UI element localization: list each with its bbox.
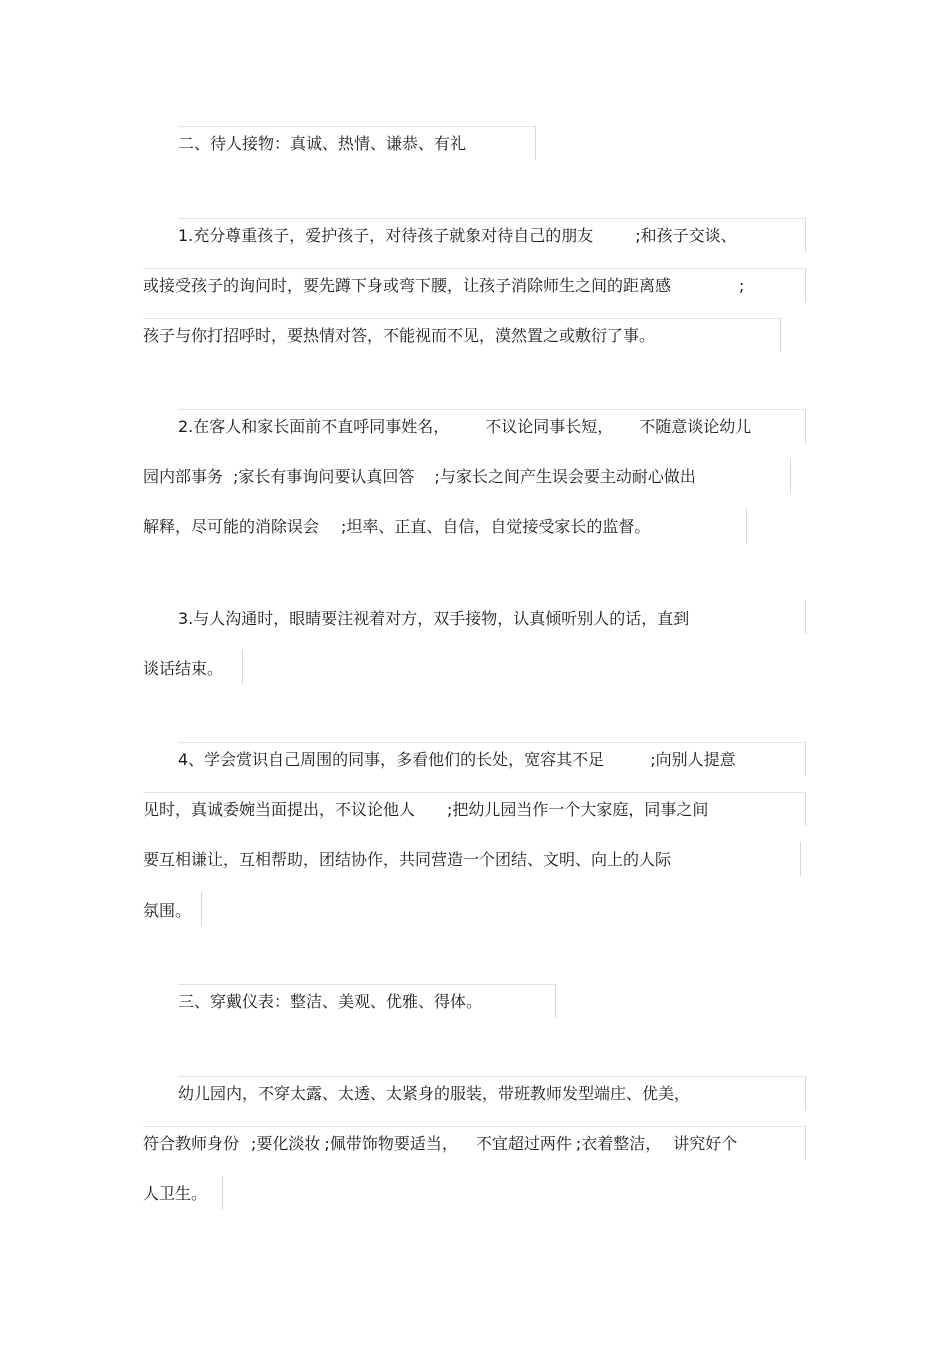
text-run: 4、学会赏识自己周围的同事，多看他们的长处，宽容其不足 — [178, 750, 605, 769]
text-run: ;佩带饰物要适当， — [324, 1134, 458, 1153]
text-run: 不议论同事长短， — [485, 417, 614, 436]
paragraph-line — [178, 417, 751, 439]
text-run: ;向别人提意 — [650, 750, 736, 769]
section-heading: 三、穿戴仪表：整洁、美观、优雅、得体。 — [178, 992, 483, 1011]
text-run: ;要化淡妆 — [251, 1134, 321, 1153]
paragraph-line: 孩子与你打招呼时，要热情对答，不能视而不见，漠然置之或敷衍了事。 — [143, 326, 656, 345]
text-run: ;与家长之间产生误会要主动耐心做出 — [434, 467, 696, 486]
text-run: 不随意谈论幼儿 — [639, 417, 752, 436]
paragraph-line — [143, 517, 650, 539]
paragraph-line: 氛围。 — [143, 901, 192, 920]
text-run: 园内部事务 — [143, 467, 224, 486]
paragraph-line — [178, 226, 737, 248]
text-run: 1.充分尊重孩子，爱护孩子，对待孩子就象对待自己的朋友 — [178, 226, 594, 245]
text-run: 或接受孩子的询问时，要先蹲下身或弯下腰，让孩子消除师生之间的距离感 — [143, 276, 672, 295]
section-heading: 二、待人接物：真诚、热情、谦恭、有礼 — [178, 134, 467, 153]
text-run: 解释，尽可能的消除误会 — [143, 517, 320, 536]
paragraph-line — [143, 800, 708, 822]
paragraph-line: 幼儿园内，不穿太露、太透、太紧身的服装，带班教师发型端庄、优美， — [178, 1084, 691, 1103]
paragraph-line: 人卫生。 — [143, 1184, 208, 1203]
text-run: ;把幼儿园当作一个大家庭，同事之间 — [447, 800, 709, 819]
text-run: ;坦率、正直、自信，自觉接受家长的监督。 — [341, 517, 651, 536]
paragraph-line — [143, 1134, 737, 1156]
paragraph-line — [143, 467, 696, 489]
paragraph-line — [143, 276, 744, 298]
text-run: 符合教师身份 — [143, 1134, 240, 1153]
paragraph-line: 谈话结束。 — [143, 659, 224, 678]
text-run: ; — [739, 276, 745, 295]
text-run: ;和孩子交谈、 — [635, 226, 737, 245]
text-run: ;家长有事询问要认真回答 — [233, 467, 415, 486]
paragraph-line — [178, 750, 736, 772]
text-run: 见时，真诚委婉当面提出，不议论他人 — [143, 800, 416, 819]
text-run: 2.在客人和家长面前不直呼同事姓名， — [178, 417, 450, 436]
text-run: 讲究好个 — [673, 1134, 738, 1153]
paragraph-line: 3.与人沟通时，眼睛要注视着对方，双手接物，认真倾听别人的话，直到 — [178, 609, 690, 628]
paragraph-line: 要互相谦让，互相帮助，团结协作，共同营造一个团结、文明、向上的人际 — [143, 850, 672, 869]
text-run: ;衣着整洁， — [575, 1134, 662, 1153]
text-run: 不宜超过两件 — [475, 1134, 572, 1153]
